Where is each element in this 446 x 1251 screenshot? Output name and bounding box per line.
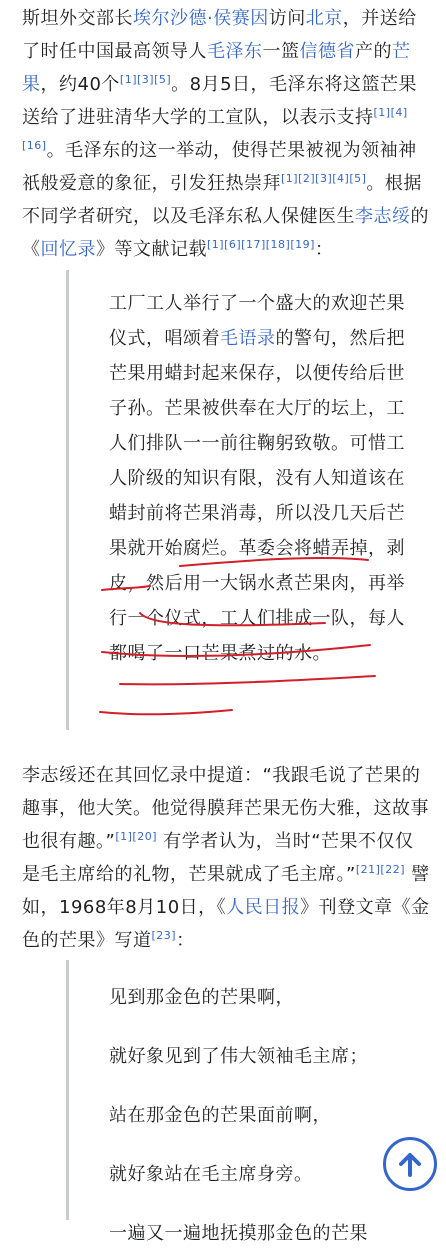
poem-line: 一遍又一遍地抚摸那金色的芒果	[109, 1223, 368, 1244]
body-text: 访问	[268, 8, 306, 29]
poem-line: 见到那金色的芒果啊，	[109, 987, 294, 1008]
poem-line: 就好象见到了伟大领袖毛主席；	[109, 1046, 368, 1067]
wiki-link[interactable]: 李志绥	[355, 206, 411, 227]
citation-ref[interactable]: [1][2][3][4][5]	[281, 172, 367, 185]
citation-ref[interactable]: [21][22]	[355, 863, 405, 876]
body-text: 一篮	[262, 41, 300, 62]
body-text: 工厂工人举行了一个盛大的欢迎芒果仪式，唱颂着	[109, 293, 405, 349]
poem-quote	[66, 960, 414, 1244]
intro-paragraph	[22, 2, 432, 266]
poem-line: 站在那金色的芒果面前啊，	[109, 1105, 331, 1126]
wiki-link[interactable]: 信德省	[299, 41, 355, 62]
body-text: 。根据不同学者研究，以及毛泽东私人保健医生	[22, 173, 422, 227]
body-text: ：	[314, 239, 334, 260]
citation-ref[interactable]: [23]	[151, 929, 177, 942]
wiki-link[interactable]: 埃尔沙德·侯赛因	[133, 8, 269, 29]
wiki-link[interactable]: 人民日报	[226, 897, 301, 918]
body-text: 》刊登文章《金色的芒果》写道	[22, 897, 430, 951]
wiki-link[interactable]: 毛语录	[220, 328, 276, 349]
arrow-up-circle-icon	[393, 1147, 427, 1181]
citation-ref[interactable]: [1][4][16]	[22, 106, 408, 152]
citation-ref[interactable]: [1][20]	[115, 830, 157, 843]
body-text: 李志绥还在其回忆录中提道：“我跟毛说了芒果的趣事，他大笑。他觉得膜拜芒果无伤大雅，这故事也很有趣。”	[22, 765, 429, 852]
wiki-link[interactable]: 回忆录	[40, 239, 96, 260]
body-text: 》等文献记载	[96, 239, 207, 260]
wiki-link[interactable]: 毛泽东	[207, 41, 263, 62]
poem-line: 就好象站在毛主席身旁。	[109, 1164, 313, 1185]
body-text: 有学者认为，当时“芒果不仅仅是毛主席给的礼物，芒果就成了毛主席。”	[22, 831, 414, 885]
body-text: 譬如，1968年8月10日，《	[22, 864, 430, 918]
back-to-top-button[interactable]	[383, 1137, 437, 1191]
wiki-link[interactable]: 芒果	[22, 41, 411, 95]
body-text: 。毛泽东的这一举动，使得芒果被视为领袖神祇般爱意的象征，引发狂热崇拜	[22, 140, 417, 194]
body-text: ，并送给了时任中国最高领导人	[22, 8, 417, 62]
body-text: 产的	[355, 41, 392, 62]
citation-ref[interactable]: [1][3][5]	[119, 73, 172, 86]
memoir-quote	[66, 270, 414, 730]
body-text: 。8月5日，毛泽东将这篮芒果送给了进驻清华大学的工宣队，以表示支持	[22, 74, 418, 128]
body-text: 的警句，然后把芒果用蜡封起来保存，以便传给后世子孙。芒果被供奉在大厅的坛上，工人们排队一一前往鞠躬致敬。可惜工人阶级的知识有限，没有人知道该在蜡封前将芒果消毒，所以没几天后芒果就开始腐烂。革委会将蜡弄掉，剥皮，然后用一大锅水煮芒果肉，再举行一个仪式，工人们排成一队，每人都喝了一口芒果煮过的水。	[109, 328, 405, 664]
body-text: ：	[176, 930, 195, 951]
citation-ref[interactable]: [1][6][17][18][19]	[207, 238, 315, 251]
body-text: 的《	[22, 206, 429, 260]
body-text: 斯坦外交部长	[22, 8, 133, 29]
body-text: ，约40个	[40, 74, 120, 95]
second-paragraph	[22, 759, 432, 957]
wiki-link[interactable]: 北京	[305, 8, 343, 29]
